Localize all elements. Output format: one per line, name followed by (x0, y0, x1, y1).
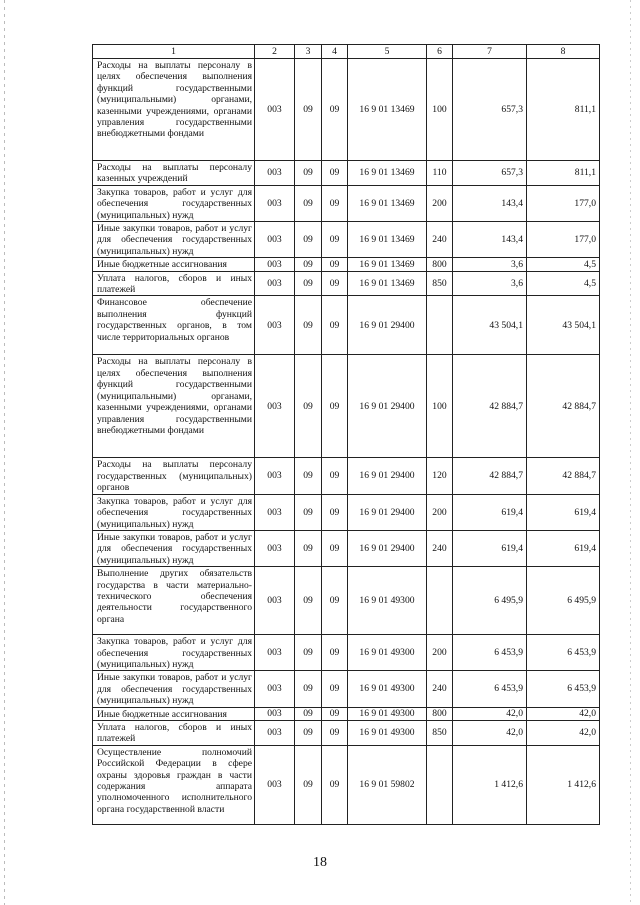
table-row (93, 720, 600, 745)
row-amount-year-1: 1 412,6 (453, 745, 527, 824)
row-amount-year-2: 619,4 (527, 530, 600, 566)
row-amount-year-1: 42,0 (453, 720, 527, 745)
row-target-article: 16 9 01 49300 (348, 720, 427, 745)
row-expense-type: 240 (427, 671, 453, 707)
row-amount-year-2: 42,0 (527, 707, 600, 720)
row-subsection: 09 (322, 161, 348, 186)
row-subsection: 09 (322, 494, 348, 530)
row-section: 09 (295, 458, 322, 494)
row-amount-year-1: 6 453,9 (453, 671, 527, 707)
row-subsection: 09 (322, 671, 348, 707)
row-amount-year-2: 42 884,7 (527, 458, 600, 494)
table-row (93, 707, 600, 720)
row-section: 09 (295, 635, 322, 671)
table-row (93, 671, 600, 707)
row-expense-type: 800 (427, 258, 453, 271)
row-admin-code: 003 (255, 720, 295, 745)
table-header-row (93, 45, 600, 59)
row-target-article: 16 9 01 49300 (348, 671, 427, 707)
row-target-article: 16 9 01 13469 (348, 258, 427, 271)
row-section: 09 (295, 59, 322, 161)
row-admin-code: 003 (255, 707, 295, 720)
row-admin-code: 003 (255, 671, 295, 707)
row-admin-code: 003 (255, 271, 295, 296)
row-amount-year-2: 6 495,9 (527, 567, 600, 635)
row-target-article: 16 9 01 49300 (348, 635, 427, 671)
table-row (93, 635, 600, 671)
header-cell: 1 (93, 45, 255, 59)
row-section: 09 (295, 271, 322, 296)
row-expense-type: 800 (427, 707, 453, 720)
header-cell: 7 (453, 45, 527, 59)
row-expense-type (427, 567, 453, 635)
row-admin-code: 003 (255, 567, 295, 635)
table-row (93, 296, 600, 355)
row-amount-year-2: 1 412,6 (527, 745, 600, 824)
row-amount-year-2: 177,0 (527, 222, 600, 258)
row-name: Уплата налогов, сборов и иных платежей (93, 720, 255, 745)
row-amount-year-1: 143,4 (453, 185, 527, 221)
table-row (93, 567, 600, 635)
row-target-article: 16 9 01 29400 (348, 494, 427, 530)
table-row (93, 258, 600, 271)
row-name: Выполнение других обязательств государства в части материально-технического обеспечения деятельности государственного органа (93, 567, 255, 635)
row-admin-code: 003 (255, 296, 295, 355)
row-amount-year-1: 143,4 (453, 222, 527, 258)
row-section: 09 (295, 222, 322, 258)
row-subsection: 09 (322, 707, 348, 720)
row-admin-code: 003 (255, 161, 295, 186)
row-amount-year-2: 42 884,7 (527, 355, 600, 458)
header-cell: 4 (322, 45, 348, 59)
page-number: 18 (313, 855, 327, 870)
row-section: 09 (295, 258, 322, 271)
row-subsection: 09 (322, 222, 348, 258)
row-target-article: 16 9 01 13469 (348, 59, 427, 161)
row-amount-year-1: 43 504,1 (453, 296, 527, 355)
row-section: 09 (295, 530, 322, 566)
row-admin-code: 003 (255, 355, 295, 458)
row-section: 09 (295, 185, 322, 221)
row-admin-code: 003 (255, 635, 295, 671)
row-amount-year-2: 811,1 (527, 161, 600, 186)
row-expense-type (427, 745, 453, 824)
scan-edge-right (630, 0, 631, 905)
table-row (93, 458, 600, 494)
row-expense-type (427, 296, 453, 355)
row-name: Расходы на выплаты персоналу в целях обеспечения выполнения функций государственными (муниципальными) органами, казенными учреждениями, органами управления государственными внебюджетными фондами (93, 59, 255, 161)
row-admin-code: 003 (255, 222, 295, 258)
table-row (93, 494, 600, 530)
header-cell: 2 (255, 45, 295, 59)
row-section: 09 (295, 355, 322, 458)
header-cell: 8 (527, 45, 600, 59)
row-amount-year-2: 177,0 (527, 185, 600, 221)
row-name: Закупка товаров, работ и услуг для обеспечения государственных (муниципальных) нужд (93, 635, 255, 671)
row-subsection: 09 (322, 720, 348, 745)
row-subsection: 09 (322, 258, 348, 271)
row-amount-year-1: 42,0 (453, 707, 527, 720)
row-target-article: 16 9 01 13469 (348, 161, 427, 186)
row-expense-type: 110 (427, 161, 453, 186)
row-amount-year-1: 3,6 (453, 271, 527, 296)
table-row (93, 185, 600, 221)
row-subsection: 09 (322, 745, 348, 824)
table-row (93, 271, 600, 296)
row-name: Закупка товаров, работ и услуг для обеспечения государственных (муниципальных) нужд (93, 494, 255, 530)
row-amount-year-1: 619,4 (453, 494, 527, 530)
row-name: Расходы на выплаты персоналу казенных учреждений (93, 161, 255, 186)
row-section: 09 (295, 161, 322, 186)
row-amount-year-2: 619,4 (527, 494, 600, 530)
row-target-article: 16 9 01 49300 (348, 707, 427, 720)
row-expense-type: 240 (427, 222, 453, 258)
row-expense-type: 100 (427, 355, 453, 458)
row-target-article: 16 9 01 29400 (348, 355, 427, 458)
row-subsection: 09 (322, 271, 348, 296)
row-target-article: 16 9 01 49300 (348, 567, 427, 635)
row-target-article: 16 9 01 29400 (348, 458, 427, 494)
row-target-article: 16 9 01 13469 (348, 271, 427, 296)
row-amount-year-1: 6 495,9 (453, 567, 527, 635)
row-amount-year-2: 6 453,9 (527, 671, 600, 707)
row-expense-type: 850 (427, 271, 453, 296)
row-amount-year-2: 42,0 (527, 720, 600, 745)
row-subsection: 09 (322, 530, 348, 566)
row-admin-code: 003 (255, 59, 295, 161)
row-amount-year-1: 657,3 (453, 161, 527, 186)
row-admin-code: 003 (255, 258, 295, 271)
header-cell: 5 (348, 45, 427, 59)
table-row (93, 59, 600, 161)
row-expense-type: 850 (427, 720, 453, 745)
row-expense-type: 200 (427, 494, 453, 530)
row-amount-year-1: 6 453,9 (453, 635, 527, 671)
row-subsection: 09 (322, 635, 348, 671)
table-row (93, 161, 600, 186)
row-amount-year-1: 619,4 (453, 530, 527, 566)
row-section: 09 (295, 745, 322, 824)
row-name: Финансовое обеспечение выполнения функций государственных органов, в том числе территориальных органов (93, 296, 255, 355)
row-amount-year-2: 6 453,9 (527, 635, 600, 671)
row-section: 09 (295, 494, 322, 530)
budget-table (92, 44, 600, 825)
scan-edge-left (4, 0, 5, 905)
table-body (93, 45, 600, 825)
row-expense-type: 240 (427, 530, 453, 566)
row-name: Расходы на выплаты персоналу государственных (муниципальных) органов (93, 458, 255, 494)
row-target-article: 16 9 01 13469 (348, 185, 427, 221)
row-expense-type: 120 (427, 458, 453, 494)
row-expense-type: 200 (427, 635, 453, 671)
row-target-article: 16 9 01 59802 (348, 745, 427, 824)
row-name: Расходы на выплаты персоналу в целях обеспечения выполнения функций государственными (муниципальными) органами, казенными учреждениями, органами управления государственными внебюджетными фондами (93, 355, 255, 458)
row-amount-year-1: 42 884,7 (453, 355, 527, 458)
row-subsection: 09 (322, 458, 348, 494)
row-amount-year-1: 657,3 (453, 59, 527, 161)
row-admin-code: 003 (255, 458, 295, 494)
header-cell: 6 (427, 45, 453, 59)
row-section: 09 (295, 720, 322, 745)
row-amount-year-1: 3,6 (453, 258, 527, 271)
row-amount-year-2: 811,1 (527, 59, 600, 161)
header-cell: 3 (295, 45, 322, 59)
row-section: 09 (295, 671, 322, 707)
row-section: 09 (295, 707, 322, 720)
row-name: Осуществление полномочий Российской Федерации в сфере охраны здоровья граждан в части содержания аппарата уполномоченного исполнительного органа государственной власти (93, 745, 255, 824)
row-name: Уплата налогов, сборов и иных платежей (93, 271, 255, 296)
row-name: Иные закупки товаров, работ и услуг для обеспечения государственных (муниципальных) нужд (93, 671, 255, 707)
row-target-article: 16 9 01 29400 (348, 530, 427, 566)
row-amount-year-2: 4,5 (527, 258, 600, 271)
row-name: Иные закупки товаров, работ и услуг для обеспечения государственных (муниципальных) нужд (93, 222, 255, 258)
row-subsection: 09 (322, 296, 348, 355)
row-section: 09 (295, 296, 322, 355)
row-subsection: 09 (322, 185, 348, 221)
row-amount-year-2: 43 504,1 (527, 296, 600, 355)
row-amount-year-1: 42 884,7 (453, 458, 527, 494)
row-target-article: 16 9 01 29400 (348, 296, 427, 355)
row-admin-code: 003 (255, 185, 295, 221)
row-expense-type: 100 (427, 59, 453, 161)
table-row (93, 222, 600, 258)
row-name: Закупка товаров, работ и услуг для обеспечения государственных (муниципальных) нужд (93, 185, 255, 221)
row-subsection: 09 (322, 355, 348, 458)
row-name: Иные закупки товаров, работ и услуг для обеспечения государственных (муниципальных) нужд (93, 530, 255, 566)
row-subsection: 09 (322, 567, 348, 635)
row-admin-code: 003 (255, 530, 295, 566)
row-subsection: 09 (322, 59, 348, 161)
row-name: Иные бюджетные ассигнования (93, 707, 255, 720)
table-row (93, 745, 600, 824)
row-name: Иные бюджетные ассигнования (93, 258, 255, 271)
row-target-article: 16 9 01 13469 (348, 222, 427, 258)
row-admin-code: 003 (255, 745, 295, 824)
row-section: 09 (295, 567, 322, 635)
table-row (93, 355, 600, 458)
row-expense-type: 200 (427, 185, 453, 221)
row-amount-year-2: 4,5 (527, 271, 600, 296)
row-admin-code: 003 (255, 494, 295, 530)
table-row (93, 530, 600, 566)
